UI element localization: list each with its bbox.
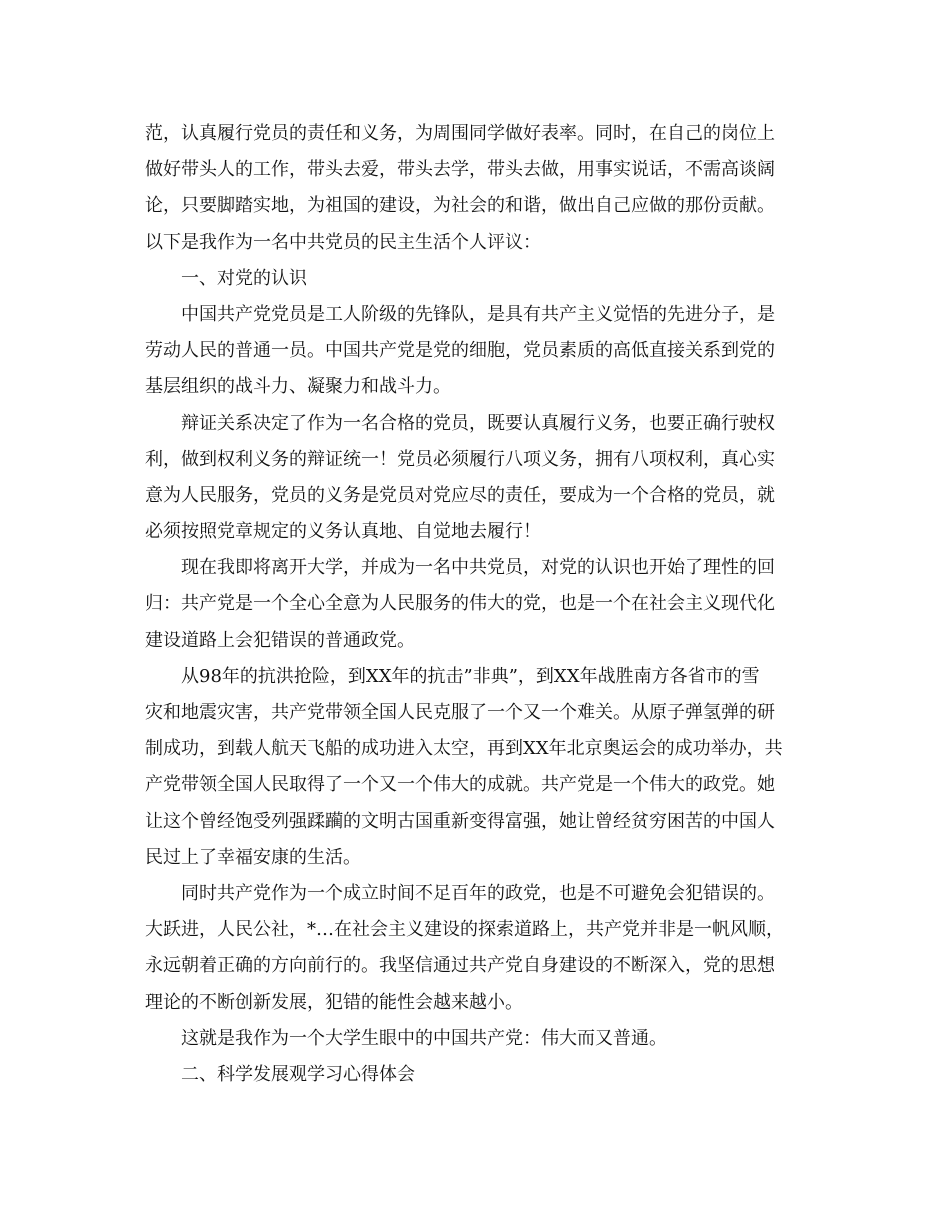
text-line: 以下是我作为一名中共党员的民主生活个人评议： — [145, 231, 541, 253]
text-line: 制成功，到载人航天飞船的成功进入太空，再到XX年北京奥运会的成功举办，共 — [145, 738, 783, 760]
paragraph-first-line: 同时共产党作为一个成立时间不足百年的政党，也是不可避免会犯错误的。 — [181, 882, 775, 904]
text-line: 论，只要脚踏实地，为祖国的建设，为社会的和谐，做出自己应做的那份贡献。 — [145, 195, 775, 217]
text-line: 必须按照党章规定的义务认真地、自觉地去履行！ — [145, 521, 541, 543]
text-line: 产党带领全国人民取得了一个又一个伟大的成就。共产党是一个伟大的政党。她 — [145, 774, 775, 796]
text-line: 灾和地震灾害，共产党带领全国人民克服了一个又一个难关。从原子弹氢弹的研 — [145, 702, 775, 723]
section-heading: 一、对党的认识 — [181, 267, 307, 289]
text-line: 基层组织的战斗力、凝聚力和战斗力。 — [145, 376, 451, 398]
text-line: 建设道路上会犯错误的普通政党。 — [145, 629, 415, 651]
text-line: 让这个曾经饱受列强蹂躏的文明古国重新变得富强，她让曾经贫穷困苦的中国人 — [145, 810, 775, 832]
paragraph-first-line: 这就是我作为一个大学生眼中的中国共产党：伟大而又普通。 — [181, 1027, 667, 1049]
text-line: 归：共产党是一个全心全意为人民服务的伟大的党，也是一个在社会主义现代化 — [145, 593, 775, 615]
paragraph-first-line: 辩证关系决定了作为一名合格的党员，既要认真履行义务，也要正确行驶权 — [181, 412, 775, 434]
text-line: 民过上了幸福安康的生活。 — [145, 846, 361, 868]
text-line: 利，做到权利义务的辩证统一！党员必须履行八项义务，拥有八项权利，真心实 — [145, 448, 775, 470]
text-line: 大跃进，人民公社，*…在社会主义建设的探索道路上，共产党并非是一帆风顺， — [145, 919, 784, 941]
text-line: 理论的不断创新发展，犯错的能性会越来越小。 — [145, 991, 523, 1013]
section-heading: 二、科学发展观学习心得体会 — [181, 1063, 415, 1085]
text-line: 范，认真履行党员的责任和义务，为周围同学做好表率。同时，在自己的岗位上 — [145, 123, 775, 144]
text-line: 意为人民服务，党员的义务是党员对党应尽的责任，要成为一个合格的党员，就 — [145, 484, 775, 506]
text-line: 永远朝着正确的方向前行的。我坚信通过共产党自身建设的不断深入，党的思想 — [145, 955, 775, 977]
paragraph-first-line: 现在我即将离开大学，并成为一名中共党员，对党的认识也开始了理性的回 — [181, 557, 775, 579]
text-line: 做好带头人的工作，带头去爱，带头去学，带头去做，用事实说话，不需高谈阔 — [145, 159, 775, 181]
paragraph-first-line: 中国共产党党员是工人阶级的先锋队，是具有共产主义觉悟的先进分子，是 — [181, 303, 775, 325]
paragraph-first-line: 从98年的抗洪抢险，到XX年的抗击”非典”，到XX年战胜南方各省市的雪 — [181, 665, 760, 687]
document-body — [145, 116, 805, 1093]
text-line: 劳动人民的普通一员。中国共产党是党的细胞，党员素质的高低直接关系到党的 — [145, 340, 775, 362]
